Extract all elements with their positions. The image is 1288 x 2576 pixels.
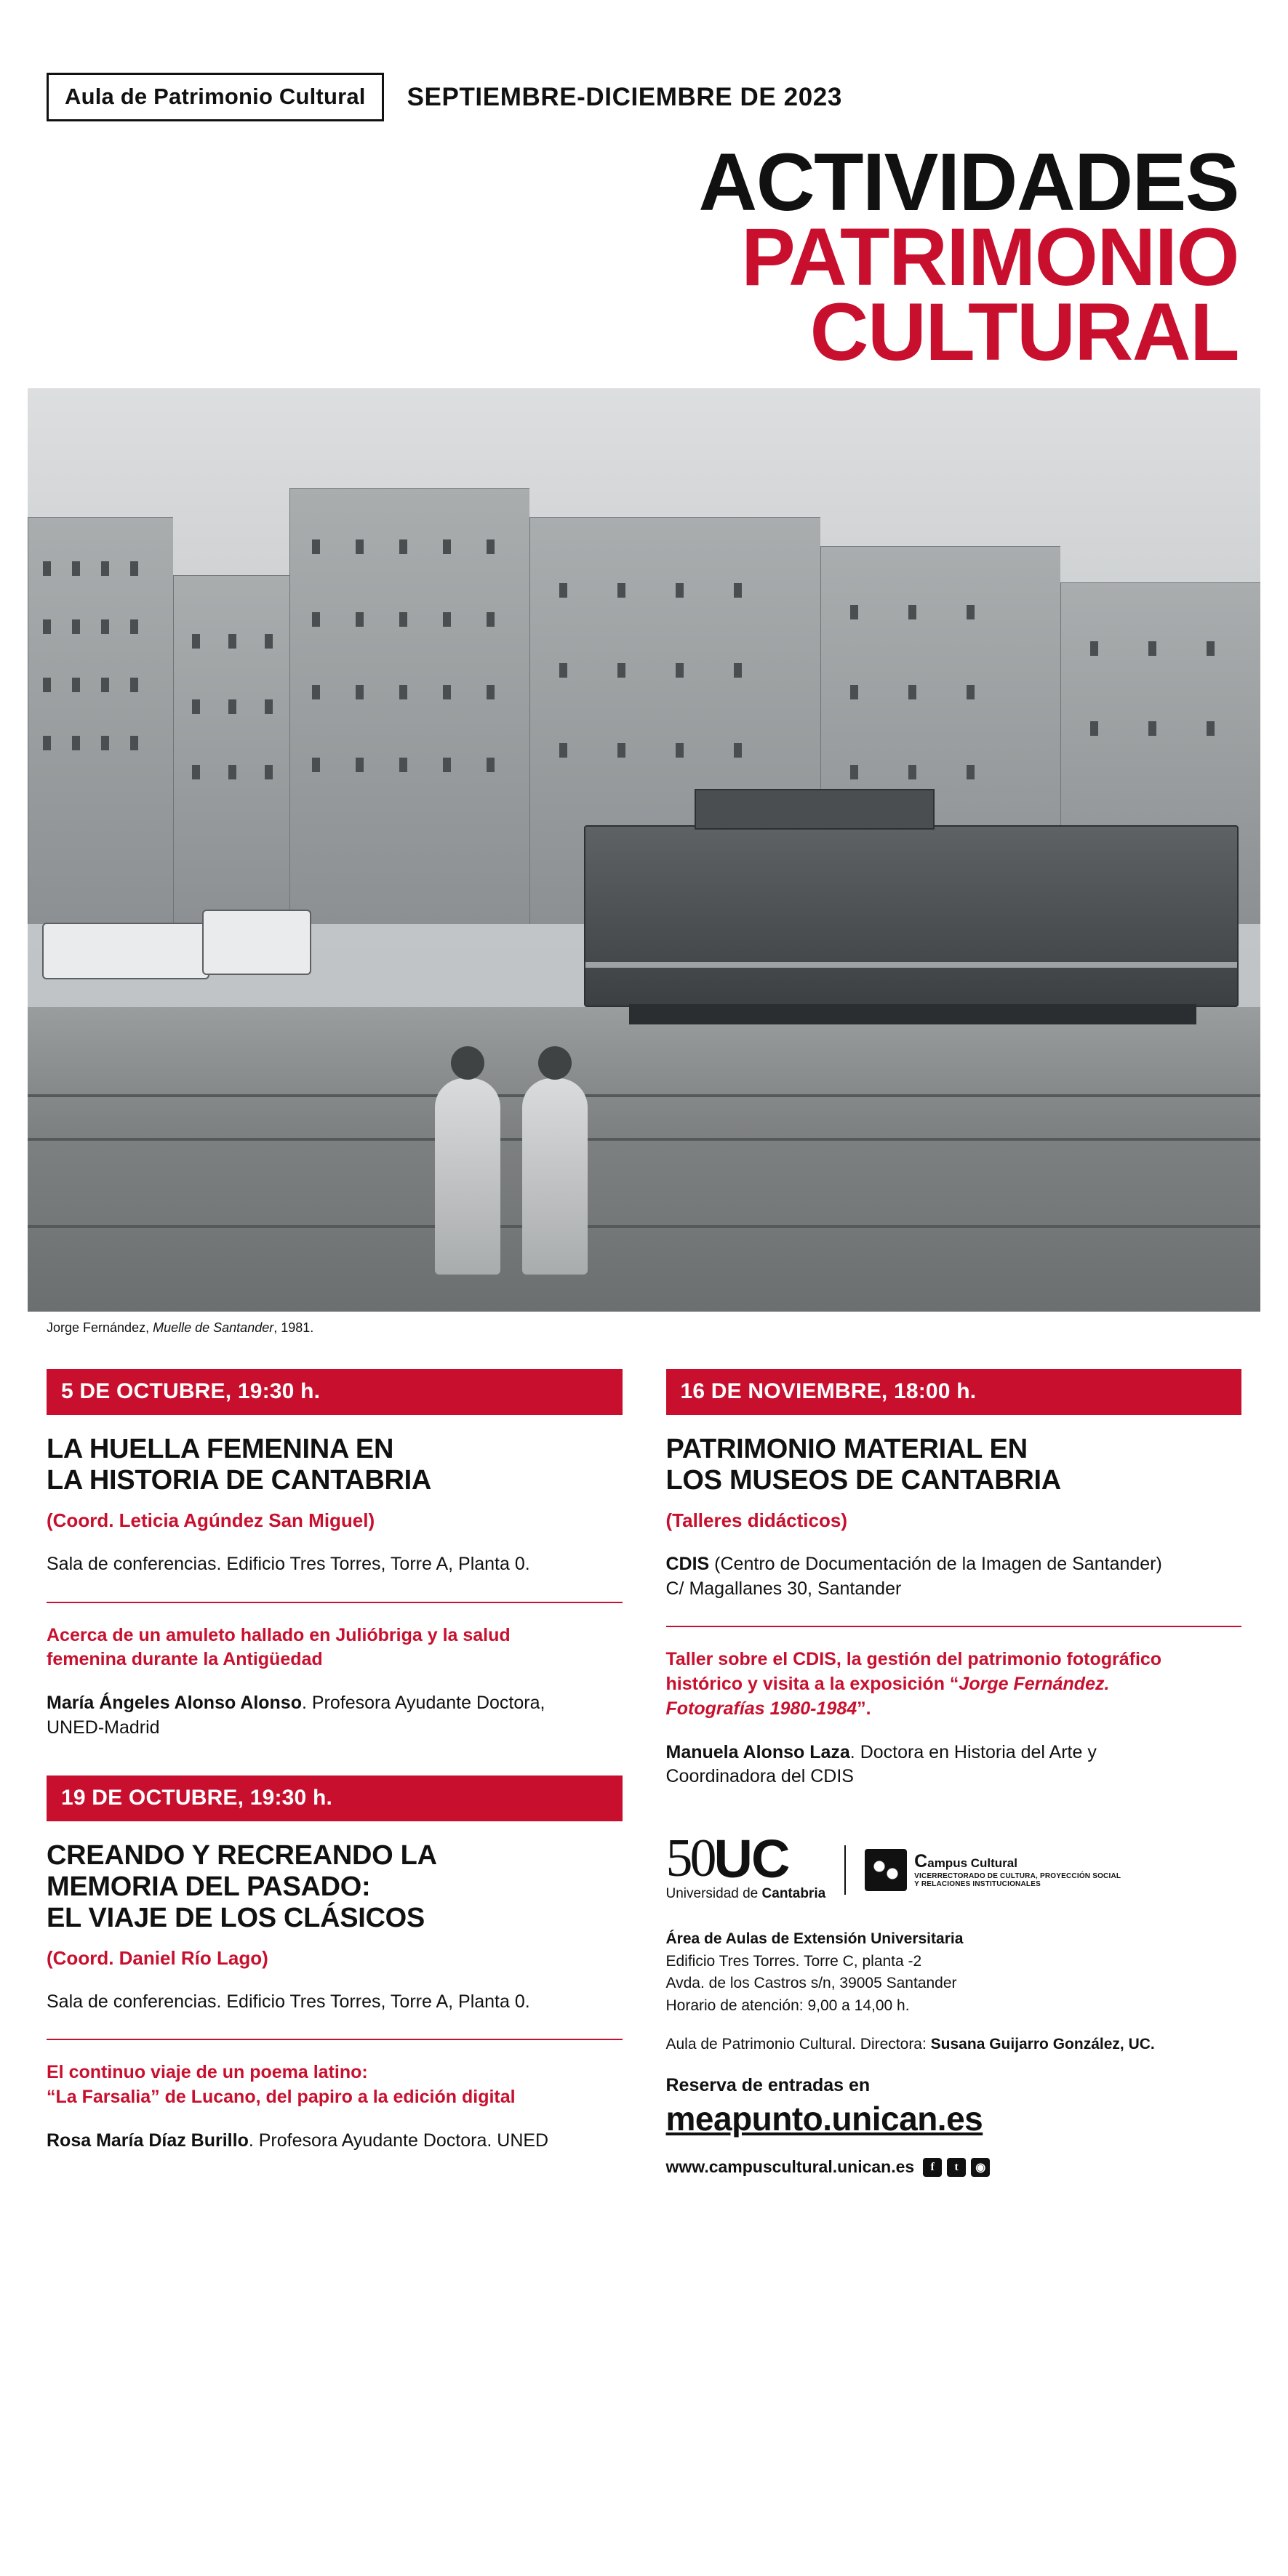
event-title bbox=[47, 1840, 623, 1934]
session-title-line: Taller sobre el CDIS, la gestión del patrimonio fotográfico bbox=[665, 1649, 1162, 1670]
footer bbox=[665, 1829, 1242, 2177]
speaker-affiliation: Coordinadora del CDIS bbox=[665, 1766, 854, 1787]
organizer-building: Edificio Tres Torres. Torre C, planta -2 bbox=[665, 1952, 922, 1970]
event-card-1 bbox=[47, 1369, 623, 1741]
facebook-icon[interactable]: f bbox=[923, 2158, 942, 2177]
title-line-1: ACTIVIDADES bbox=[698, 137, 1239, 228]
event-session-title bbox=[47, 2061, 623, 2110]
event-title bbox=[666, 1434, 1242, 1496]
event-card-2 bbox=[47, 1775, 623, 2154]
event-coordinator: (Coord. Daniel Río Lago) bbox=[47, 1946, 268, 1969]
campus-cultural-sub-2: Y RELACIONES INSTITUCIONALES bbox=[914, 1880, 1041, 1889]
divider bbox=[666, 1626, 1242, 1627]
event-title-line: PATRIMONIO MATERIAL EN bbox=[665, 1434, 1028, 1465]
speaker-role: . Profesora Ayudante Doctora, bbox=[301, 1693, 545, 1714]
session-title-line: Acerca de un amuleto hallado en Julióbriga y la salud bbox=[47, 1624, 511, 1645]
campus-cultural-mark-icon bbox=[865, 1849, 907, 1891]
venue-detail: (Centro de Documentación de la Imagen de Santander) bbox=[709, 1553, 1162, 1574]
divider bbox=[47, 2039, 623, 2040]
organizer-info bbox=[666, 1928, 1242, 2017]
photo-credit-year: , 1981. bbox=[273, 1320, 314, 1336]
campus-cultural-sub-1: VICERRECTORADO DE CULTURA, PROYECCIÓN SOCIAL bbox=[914, 1871, 1121, 1880]
event-speaker bbox=[47, 1691, 623, 1741]
photo-building bbox=[28, 517, 173, 924]
web-row bbox=[666, 2157, 1242, 2177]
event-card-3 bbox=[666, 1369, 1242, 1789]
left-column bbox=[47, 1369, 623, 2188]
photo-building bbox=[173, 575, 289, 924]
event-coordinator: (Coord. Leticia Agúndez San Miguel) bbox=[47, 1509, 375, 1531]
photo-building bbox=[289, 488, 529, 924]
speaker-name: Rosa María Díaz Burillo bbox=[47, 2130, 249, 2151]
venue-name: CDIS bbox=[665, 1553, 710, 1574]
aula-director-label: Aula de Patrimonio Cultural. Directora: bbox=[665, 2036, 931, 2053]
event-session-title bbox=[666, 1648, 1242, 1721]
event-title-line: LOS MUSEOS DE CANTABRIA bbox=[665, 1465, 1061, 1496]
campus-title-rest: ampus Cultural bbox=[927, 1855, 1017, 1870]
session-title-line bbox=[666, 1697, 1242, 1722]
title-line-3: CULTURAL bbox=[809, 286, 1239, 378]
event-speaker bbox=[47, 2129, 623, 2154]
logo-divider bbox=[844, 1845, 846, 1895]
logo-row bbox=[665, 1829, 1242, 1902]
divider bbox=[47, 1602, 623, 1603]
photo-image bbox=[28, 388, 1260, 1312]
page-title bbox=[28, 137, 1260, 378]
event-date-badge: 5 DE OCTUBRE, 19:30 h. bbox=[47, 1369, 623, 1415]
event-title-line: LA HISTORIA DE CANTABRIA bbox=[47, 1465, 432, 1496]
campus-cultural-logo bbox=[865, 1849, 1121, 1891]
header-top-row bbox=[28, 0, 1260, 121]
uc-logo bbox=[665, 1829, 826, 1902]
session-title-line bbox=[666, 1672, 1242, 1697]
session-title-part: histórico y visita a la exposición “ bbox=[665, 1674, 959, 1695]
reservation-label: Reserva de entradas en bbox=[665, 2075, 871, 2096]
social-links bbox=[923, 2158, 990, 2177]
campus-cultural-title bbox=[914, 1851, 1121, 1872]
reservation-url[interactable]: meapunto.unican.es bbox=[665, 2100, 983, 2138]
photo-pedestrians bbox=[435, 1035, 675, 1275]
period-label: SEPTIEMBRE-DICIEMBRE DE 2023 bbox=[407, 82, 842, 111]
speaker-affiliation: UNED-Madrid bbox=[47, 1717, 160, 1738]
aula-badge: Aula de Patrimonio Cultural bbox=[47, 73, 384, 121]
event-session-title bbox=[47, 1624, 623, 1673]
uc-anniversary-number: 50 bbox=[665, 1829, 714, 1889]
photo-caption bbox=[28, 1320, 1260, 1336]
photo-credit-title: Muelle de Santander bbox=[153, 1320, 274, 1336]
session-title-line: “La Farsalia” de Lucano, del papiro a la edición digital bbox=[47, 2087, 516, 2108]
speaker-name: María Ángeles Alonso Alonso bbox=[47, 1693, 302, 1714]
photo-credit-author: Jorge Fernández, bbox=[47, 1320, 150, 1336]
session-title-part: ”. bbox=[857, 1698, 871, 1719]
session-exhibit-subtitle: Fotografías 1980-1984 bbox=[665, 1698, 857, 1719]
event-title-line: LA HUELLA FEMENINA EN bbox=[47, 1434, 394, 1465]
instagram-icon[interactable]: ◉ bbox=[971, 2158, 990, 2177]
event-date-badge: 16 DE NOVIEMBRE, 18:00 h. bbox=[666, 1369, 1242, 1415]
event-title-line: CREANDO Y RECREANDO LA bbox=[47, 1839, 437, 1871]
event-speaker bbox=[666, 1741, 1242, 1790]
organizer-address: Avda. de los Castros s/n, 39005 Santander bbox=[665, 1975, 957, 1992]
uc-initials: UC bbox=[713, 1829, 789, 1890]
uc-fullname-bold: Cantabria bbox=[761, 1886, 826, 1902]
aula-director-name: Susana Guijarro González, UC. bbox=[930, 2036, 1155, 2053]
uc-fullname-pre: Universidad de bbox=[665, 1886, 762, 1902]
speaker-role: . Profesora Ayudante Doctora. UNED bbox=[248, 2130, 549, 2151]
event-title bbox=[47, 1434, 623, 1496]
bottom-padding bbox=[28, 2188, 1260, 2218]
title-line-2: PATRIMONIO bbox=[741, 212, 1239, 303]
website-url[interactable]: www.campuscultural.unican.es bbox=[665, 2157, 915, 2177]
event-venue: Sala de conferencias. Edificio Tres Torres, Torre A, Planta 0. bbox=[47, 1991, 530, 2012]
venue-address: C/ Magallanes 30, Santander bbox=[665, 1578, 902, 1599]
uc-fullname bbox=[666, 1886, 826, 1902]
content-columns bbox=[28, 1369, 1260, 2188]
twitter-icon[interactable]: t bbox=[947, 2158, 966, 2177]
photo-locomotive bbox=[584, 825, 1239, 1007]
session-title-line: femenina durante la Antigüedad bbox=[47, 1649, 323, 1670]
event-venue: Sala de conferencias. Edificio Tres Torres, Torre A, Planta 0. bbox=[47, 1553, 530, 1574]
organizer-area: Área de Aulas de Extensión Universitaria bbox=[665, 1930, 964, 1948]
organizer-hours: Horario de atención: 9,00 a 14,00 h. bbox=[665, 1997, 910, 2014]
right-column bbox=[666, 1369, 1242, 2188]
speaker-name: Manuela Alonso Laza bbox=[665, 1741, 850, 1762]
event-venue bbox=[666, 1552, 1242, 1602]
speaker-role: . Doctora en Historia del Arte y bbox=[849, 1741, 1097, 1762]
campus-title-initial: C bbox=[914, 1850, 928, 1871]
session-title-line: El continuo viaje de un poema latino: bbox=[47, 2062, 368, 2083]
event-title-line: MEMORIA DEL PASADO: bbox=[47, 1871, 371, 1902]
event-title-line: EL VIAJE DE LOS CLÁSICOS bbox=[47, 1902, 425, 1933]
event-coordinator: (Talleres didácticos) bbox=[665, 1509, 847, 1531]
photo-section bbox=[28, 388, 1260, 1336]
aula-director-line bbox=[666, 2036, 1242, 2053]
event-date-badge: 19 DE OCTUBRE, 19:30 h. bbox=[47, 1775, 623, 1821]
session-exhibit-title: Jorge Fernández. bbox=[959, 1674, 1110, 1695]
photo-cars bbox=[42, 899, 355, 979]
